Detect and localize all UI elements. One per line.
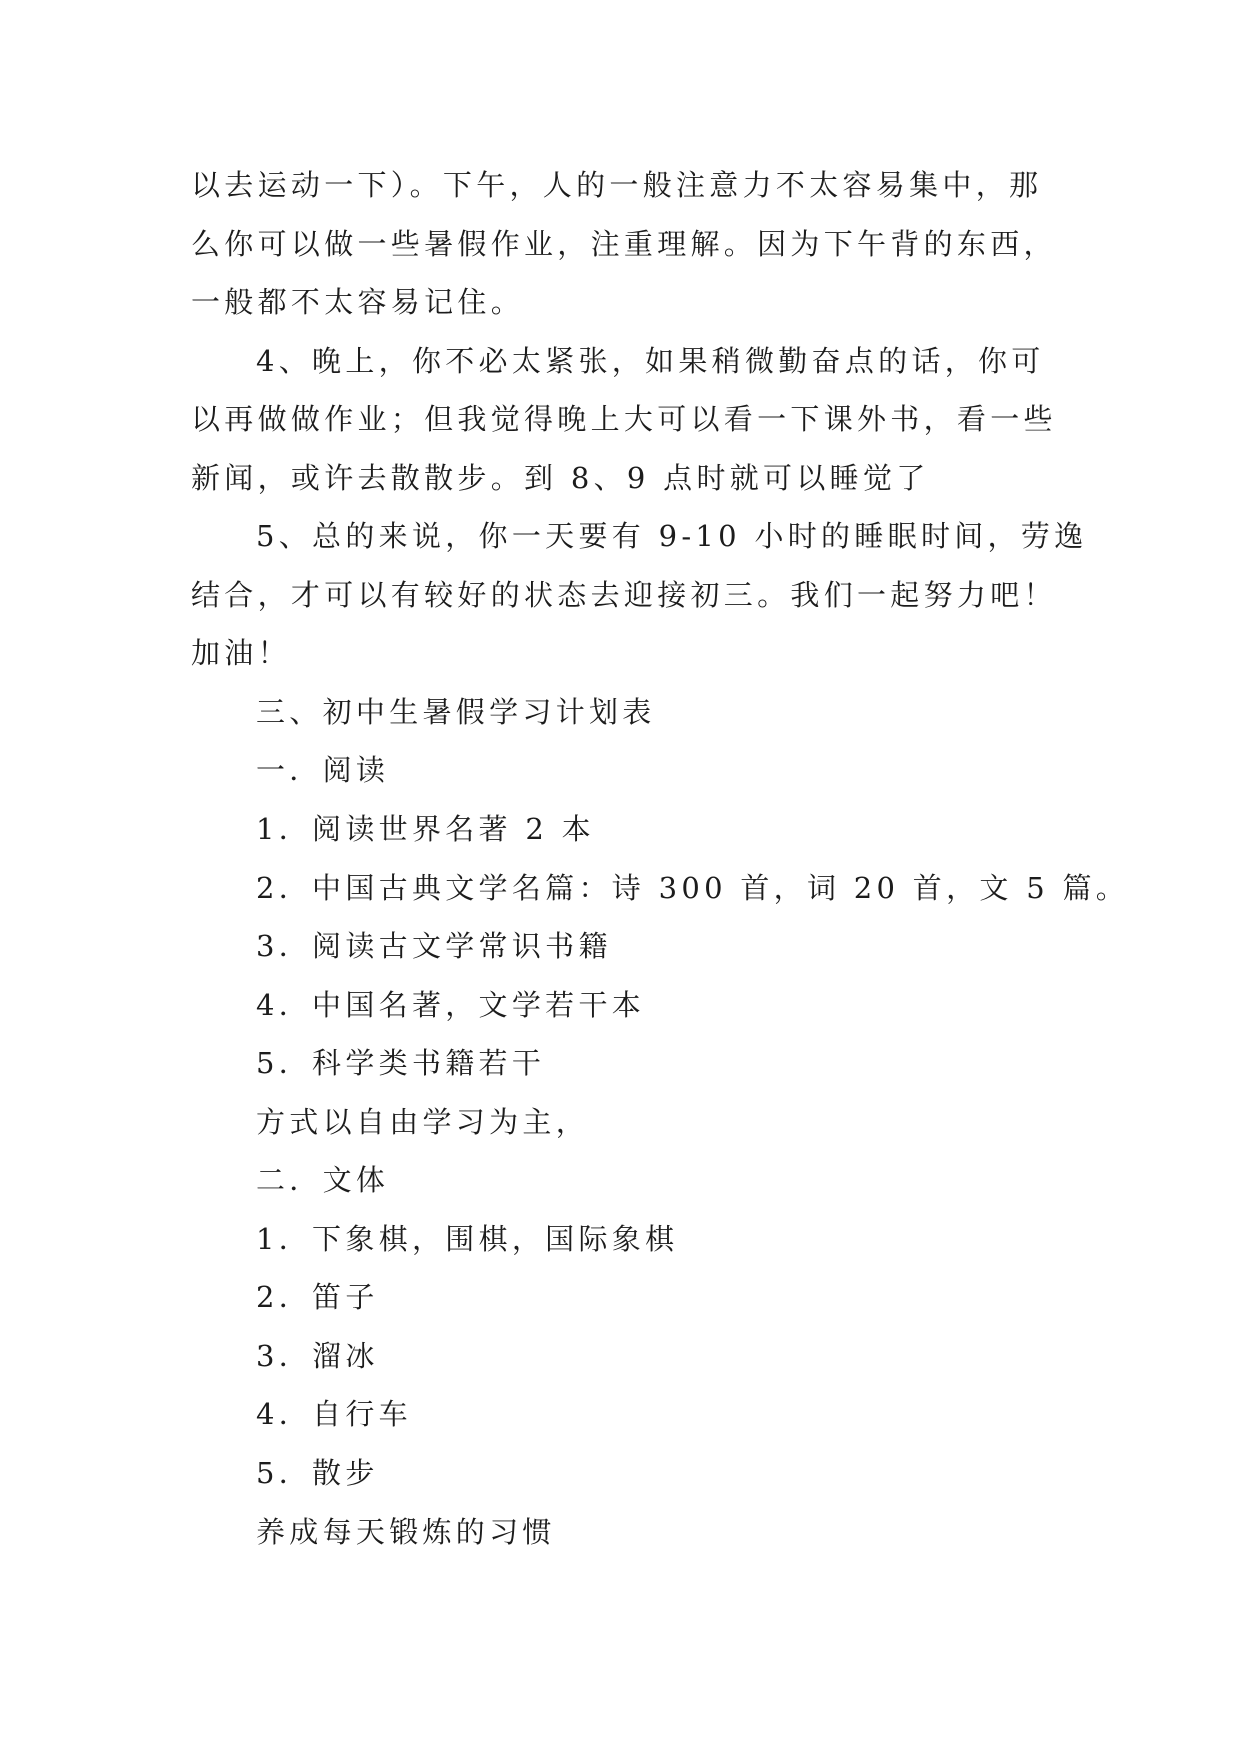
text-line: 一般都不太容易记住。	[191, 285, 525, 320]
section-heading: 三、初中生暑假学习计划表	[256, 694, 656, 729]
list-item: 5．散步	[256, 1456, 379, 1491]
list-item: 2．中国古典文学名篇：诗 300 首，词 20 首，文 5 篇。	[256, 870, 1130, 905]
subsection-heading-reading: 一．阅读	[256, 753, 390, 788]
paragraph-afternoon-study	[191, 156, 1241, 332]
sports-plan	[191, 1151, 1241, 1561]
paragraph-summary	[191, 507, 1241, 683]
text-line: 么你可以做一些暑假作业，注重理解。因为下午背的东西，	[191, 226, 1057, 261]
text-line: 结合，才可以有较好的状态去迎接初三。我们一起努力吧！	[191, 577, 1057, 612]
text-line: 4、晚上，你不必太紧张，如果稍微勤奋点的话，你可	[256, 343, 1045, 378]
list-item: 4．自行车	[256, 1397, 412, 1432]
study-plan-section	[191, 683, 1241, 1561]
list-item: 3．阅读古文学常识书籍	[256, 929, 612, 964]
list-item: 4．中国名著，文学若干本	[256, 987, 646, 1022]
list-item: 2．笛子	[256, 1280, 379, 1315]
reading-plan	[191, 741, 1241, 1151]
list-item: 5．科学类书籍若干	[256, 1046, 546, 1081]
list-item: 3．溜冰	[256, 1338, 379, 1373]
text-line: 新闻，或许去散散步。到 8、9 点时就可以睡觉了	[191, 460, 930, 495]
subsection-heading-sports: 二．文体	[256, 1163, 390, 1198]
text-line: 加油！	[191, 636, 291, 671]
list-item: 1．下象棋，围棋，国际象棋	[256, 1221, 679, 1256]
paragraph-evening	[191, 332, 1241, 508]
text-line: 以再做做作业；但我觉得晚上大可以看一下课外书，看一些	[191, 402, 1057, 437]
reading-note: 方式以自由学习为主，	[256, 1104, 590, 1139]
list-item: 1．阅读世界名著 2 本	[256, 812, 595, 847]
sports-note: 养成每天锻炼的习惯	[256, 1514, 556, 1549]
text-line: 5、总的来说，你一天要有 9-10 小时的睡眠时间，劳逸	[256, 519, 1088, 554]
text-line: 以去运动一下）。下午，人的一般注意力不太容易集中，那	[191, 168, 1043, 202]
